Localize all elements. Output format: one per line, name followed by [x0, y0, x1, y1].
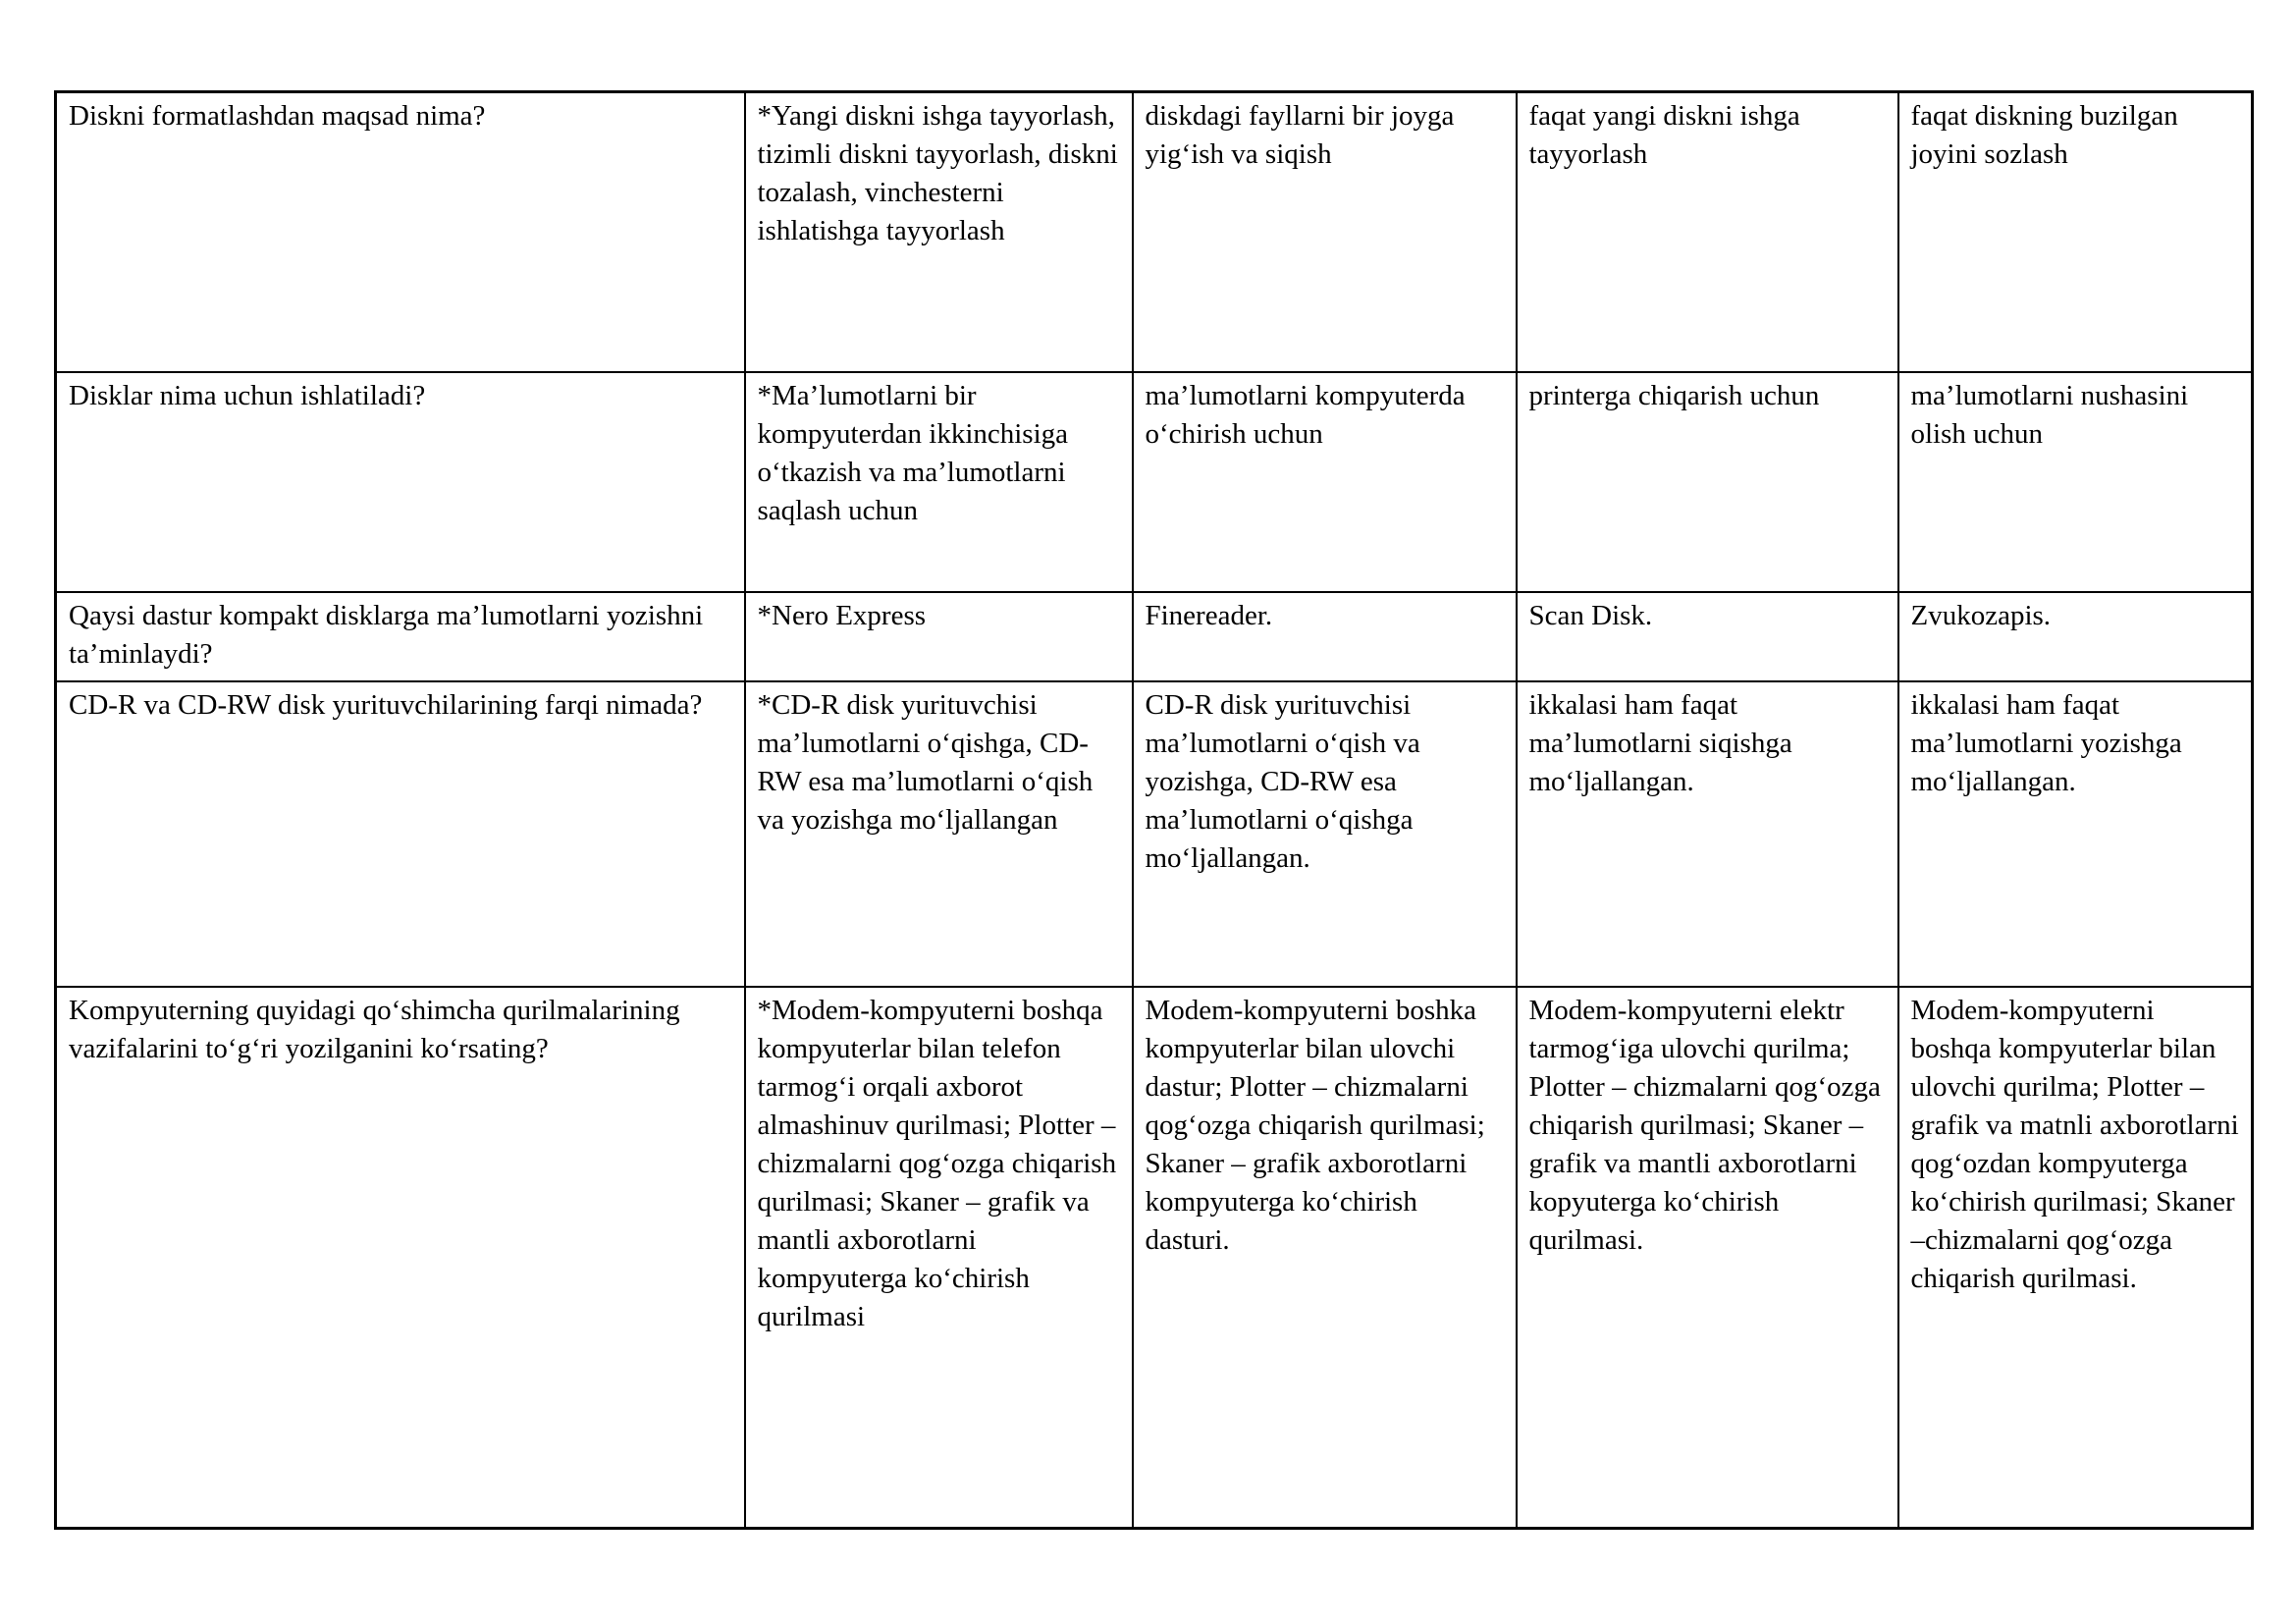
option-cell: *CD-R disk yurituvchisi ma’lumotlarni o‘qishga, CD-RW esa ma’lumotlarni o‘qish va yozishga mo‘ljallangan — [745, 681, 1133, 987]
option-cell: CD-R disk yurituvchisi ma’lumotlarni o‘qish va yozishga, CD-RW esa ma’lumotlarni o‘qishga mo‘ljallangan. — [1133, 681, 1517, 987]
question-cell: Diskni formatlashdan maqsad nima? — [56, 92, 745, 372]
option-cell: *Modem-kompyuterni boshqa kompyuterlar bilan telefon tarmog‘i orqali axborot almashinuv qurilmasi; Plotter – chizmalarni qog‘ozga chiqarish qurilmasi; Skaner – grafik va mantli axborotlarni kompyuterga ko‘chirish qurilmasi — [745, 987, 1133, 1529]
option-cell: Modem-kompyuterni elektr tarmog‘iga ulovchi qurilma; Plotter – chizmalarni qog‘ozga chiqarish qurilmasi; Skaner – grafik va mantli axborotlarni kopyuterga ko‘chirish qurilmasi. — [1517, 987, 1898, 1529]
option-cell: *Ma’lumotlarni bir kompyuterdan ikkinchisiga o‘tkazish va ma’lumotlarni saqlash uchun — [745, 372, 1133, 592]
question-cell: Disklar nima uchun ishlatiladi? — [56, 372, 745, 592]
option-cell: Zvukozapis. — [1898, 592, 2253, 681]
option-cell: Modem-kompyuterni boshqa kompyuterlar bilan ulovchi qurilma; Plotter – grafik va matnli axborotlarni qog‘ozdan kompyuterga ko‘chirish qurilmasi; Skaner –chizmalarni qog‘ozga chiqarish qurilmasi. — [1898, 987, 2253, 1529]
option-cell: faqat diskning buzilgan joyini sozlash — [1898, 92, 2253, 372]
option-cell: *Nero Express — [745, 592, 1133, 681]
question-cell: Qaysi dastur kompakt disklarga ma’lumotlarni yozishni ta’minlaydi? — [56, 592, 745, 681]
option-cell: faqat yangi diskni ishga tayyorlash — [1517, 92, 1898, 372]
option-cell: printerga chiqarish uchun — [1517, 372, 1898, 592]
quiz-table — [54, 90, 2254, 1530]
option-cell: ikkalasi ham faqat ma’lumotlarni yozishga mo‘ljallangan. — [1898, 681, 2253, 987]
option-cell: Modem-kompyuterni boshka kompyuterlar bilan ulovchi dastur; Plotter – chizmalarni qog‘ozga chiqarish qurilmasi; Skaner – grafik axborotlarni kompyuterga ko‘chirish dasturi. — [1133, 987, 1517, 1529]
option-cell: diskdagi fayllarni bir joyga yig‘ish va siqish — [1133, 92, 1517, 372]
option-cell: ma’lumotlarni kompyuterda o‘chirish uchun — [1133, 372, 1517, 592]
question-cell: CD-R va CD-RW disk yurituvchilarining farqi nimada? — [56, 681, 745, 987]
option-cell: ikkalasi ham faqat ma’lumotlarni siqishga mo‘ljallangan. — [1517, 681, 1898, 987]
option-cell: *Yangi diskni ishga tayyorlash, tizimli diskni tayyorlash, diskni tozalash, vinchesterni ishlatishga tayyorlash — [745, 92, 1133, 372]
table-row — [56, 92, 2253, 372]
option-cell: Finereader. — [1133, 592, 1517, 681]
table-row — [56, 592, 2253, 681]
table-row — [56, 372, 2253, 592]
table-row — [56, 681, 2253, 987]
option-cell: ma’lumotlarni nushasini olish uchun — [1898, 372, 2253, 592]
table-row — [56, 987, 2253, 1529]
option-cell: Scan Disk. — [1517, 592, 1898, 681]
question-cell: Kompyuterning quyidagi qo‘shimcha qurilmalarining vazifalarini to‘g‘ri yozilganini ko‘rsating? — [56, 987, 745, 1529]
